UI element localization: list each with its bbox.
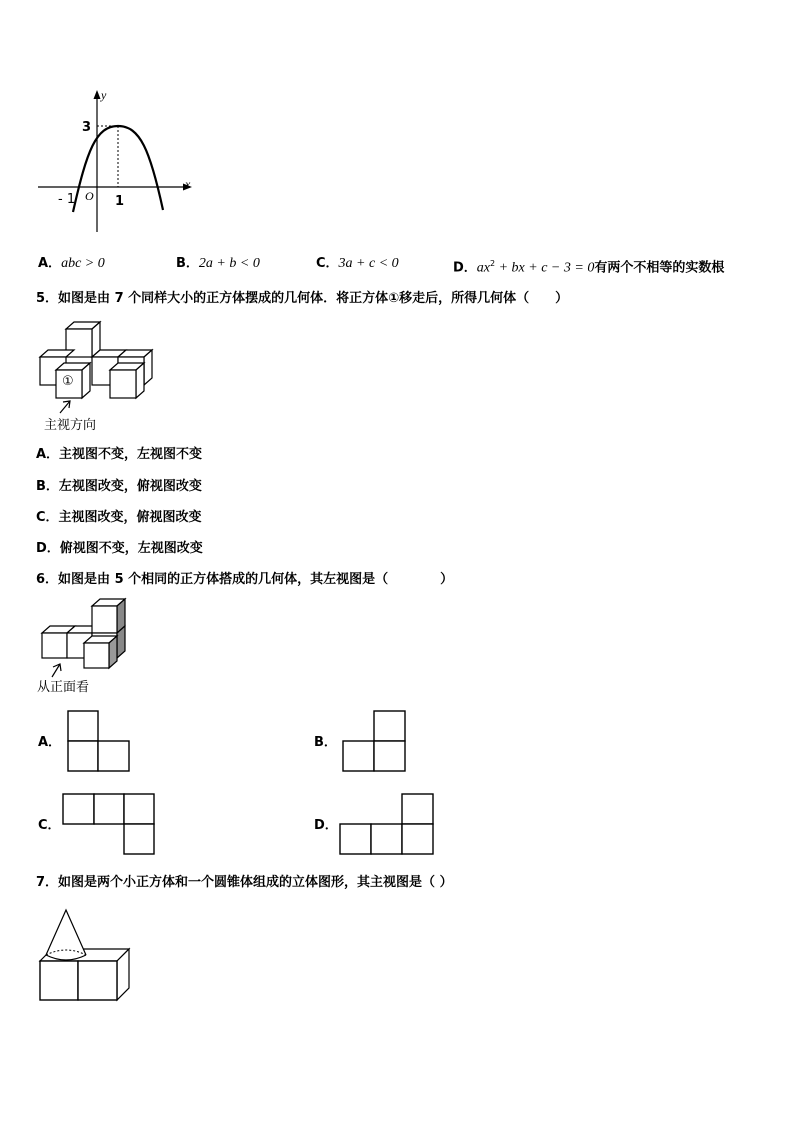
x-tick-pos-label: 1: [115, 194, 125, 209]
q5-option-b[interactable]: B．左视图改变，俯视图改变: [36, 479, 202, 494]
origin-label: O: [85, 189, 94, 203]
q6-stem: 6．如图是由 5 个相同的正方体搭成的几何体，其左视图是（ ）: [36, 572, 454, 587]
q4-option-b[interactable]: B．2a + b < 0: [176, 256, 260, 271]
q5-option-a[interactable]: A．主视图不变，左视图不变: [36, 447, 203, 462]
y-axis-label: y: [101, 88, 107, 102]
x-axis-label: x: [185, 177, 191, 191]
x-tick-neg-label: - 1: [58, 192, 76, 207]
q6-option-b-label[interactable]: B．: [314, 735, 337, 750]
q5-stem: 5．如图是由 7 个同样大小的正方体摆成的几何体．将正方体①移走后，所得几何体（ ）: [36, 291, 569, 306]
q6-caption: 从正面看: [37, 680, 90, 695]
cube-1-label: ①: [62, 374, 74, 389]
q4-option-c[interactable]: C．3a + c < 0: [316, 256, 399, 271]
q6-option-a-label[interactable]: A．: [38, 735, 62, 750]
q4-option-a[interactable]: A．abc > 0: [38, 256, 105, 271]
q4-option-d[interactable]: D．$ax^2$ + bx + c − 3 = 0有两个不相等的实数根: [453, 259, 725, 276]
q7-stem: 7．如图是两个小正方体和一个圆锥体组成的立体图形，其主视图是（ ）: [36, 875, 453, 890]
y-tick-label: 3: [82, 120, 92, 135]
q5-option-c[interactable]: C．主视图改变，俯视图改变: [36, 510, 202, 525]
q5-caption: 主视方向: [44, 418, 97, 433]
q5-option-d[interactable]: D．俯视图不变，左视图改变: [36, 541, 203, 556]
q6-option-d-label[interactable]: D．: [314, 818, 338, 833]
q6-option-c-label[interactable]: C．: [38, 818, 61, 833]
